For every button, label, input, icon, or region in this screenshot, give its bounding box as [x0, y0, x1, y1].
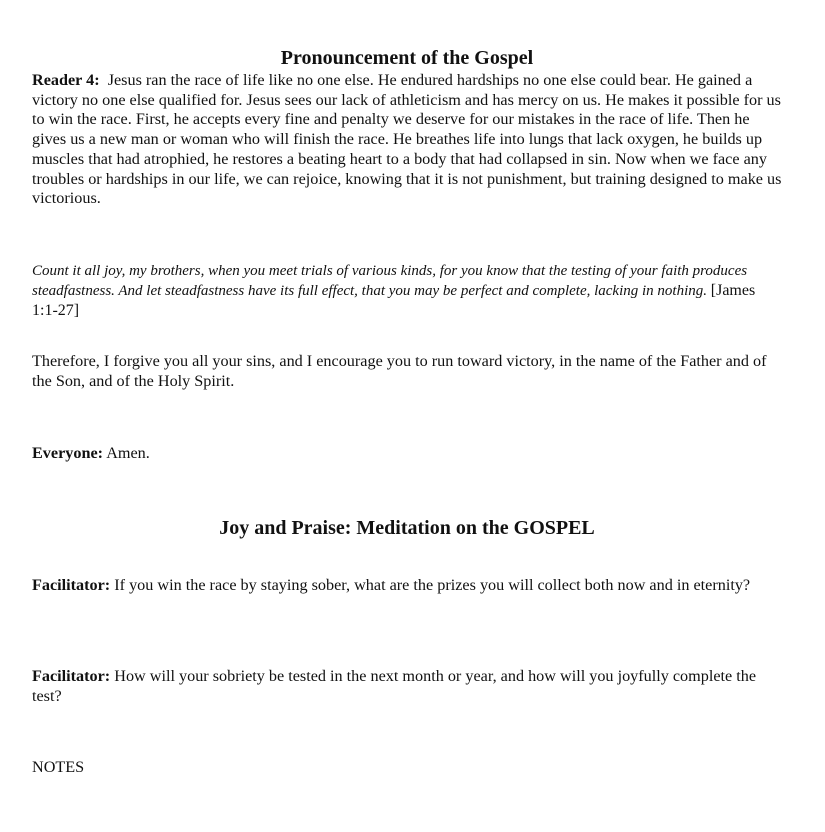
reader-text: Jesus ran the race of life like no one else. He endured hardships no one else could bear. He gained a victory no one else qualified for. Jesus sees our lack of athleticism and has mercy on us. He makes it possible for us to win the race. First, he accepts every fine and penalty we deserve for our mistakes in the race of life. Then he gives us a new man or woman who will finish the race. He breathes life into lungs that lack oxygen, he builds up muscles that had atrophied, he restores a beating heart to a body that had collapsed in sin. Now when we face any troubles or hardships in our life, we can rejoice, knowing that it is not punishment, but training designed to make us victorious.	[32, 71, 782, 208]
scripture-reference: [James 1:1-27]	[32, 282, 756, 319]
question-2-text: How will your sobriety be tested in the next month or year, and how will you joyfully complete the test?	[32, 667, 757, 705]
question-1-text: If you win the race by staying sober, what are the prizes you will collect both now and in eternity?	[114, 576, 751, 594]
absolution-paragraph: Therefore, I forgive you all your sins, and I encourage you to run toward victory, in the name of the Father and of the Son, and of the Holy Spirit.	[32, 352, 767, 390]
reader-label: Reader 4:	[32, 71, 100, 89]
gospel-heading: Pronouncement of the Gospel	[280, 47, 534, 69]
facilitator-label: Facilitator:	[32, 667, 111, 685]
scripture-text: Count it all joy, my brothers, when you meet trials of various kinds, for you know that the testing of your faith produces steadfastness. And let steadfastness have its full effect, that you may be perfect and complete, lacking in nothing.	[32, 263, 748, 299]
facilitator-question-2	[32, 667, 782, 706]
scripture-paragraph	[32, 261, 782, 321]
facilitator-question-1	[32, 576, 782, 596]
response-label: Everyone:	[32, 444, 104, 462]
reader-paragraph	[32, 71, 782, 209]
facilitator-label: Facilitator:	[32, 576, 111, 594]
notes-heading: NOTES	[32, 758, 85, 776]
response-paragraph	[32, 444, 782, 464]
meditation-heading: Joy and Praise: Meditation on the GOSPEL	[219, 517, 595, 539]
response-text: Amen.	[106, 444, 150, 462]
